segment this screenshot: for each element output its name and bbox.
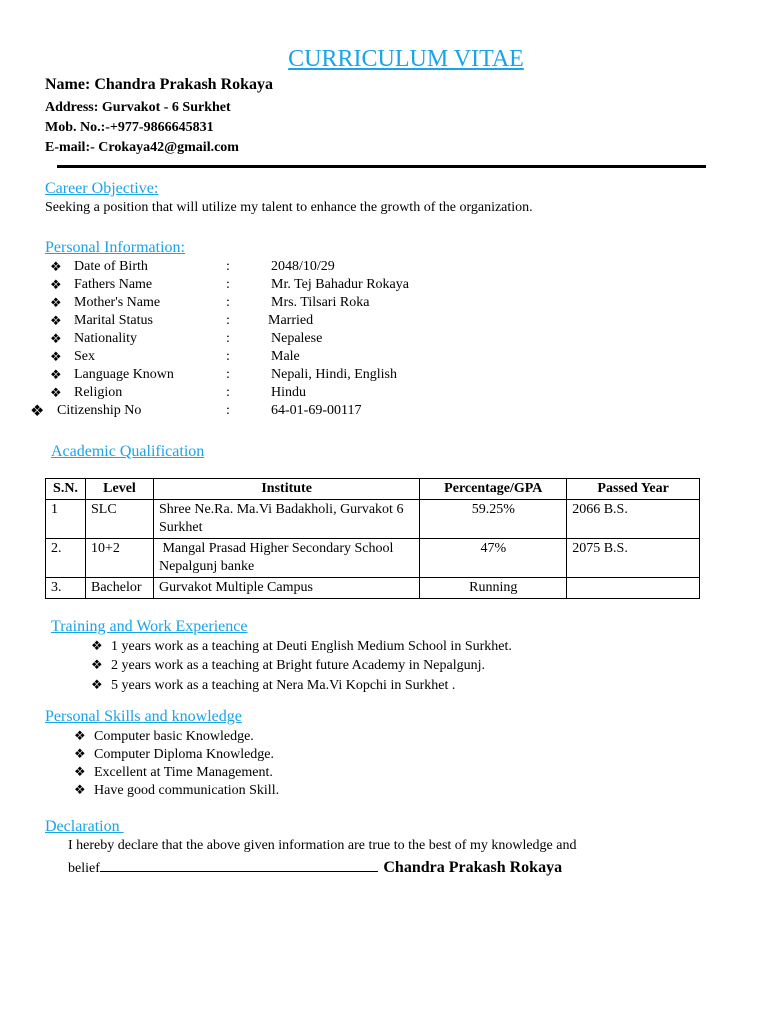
personal-info-value: Hindu [271, 385, 306, 400]
academic-qualification-heading: Academic Qualification [51, 443, 205, 460]
table-cell: SLC [85, 500, 153, 539]
personal-info-label: Fathers Name [74, 277, 153, 292]
table-cell: Gurvakot Multiple Campus [153, 578, 419, 599]
personal-info-value: Married [268, 313, 314, 328]
email-line: E-mail:- Crokaya42@gmail.com [45, 140, 239, 155]
table-cell: 2066 B.S. [567, 500, 700, 539]
bullet-icon: ❖ [74, 746, 86, 761]
table-cell: 2075 B.S. [567, 539, 700, 578]
list-item: ❖ Have good communication Skill. [74, 782, 280, 798]
table-cell: 47% [420, 539, 567, 578]
signature-name: Chandra Prakash Rokaya [383, 859, 563, 876]
bullet-icon: ❖ [50, 277, 62, 292]
personal-info-label: Sex [74, 349, 95, 364]
declaration-signature-line [68, 857, 562, 877]
address-line: Address: Gurvakot - 6 Surkhet [45, 100, 231, 115]
table-cell: 59.25% [420, 500, 567, 539]
bullet-icon: ❖ [91, 677, 103, 692]
personal-info-colon: : [226, 385, 230, 400]
personal-info-value: 2048/10/29 [271, 259, 335, 274]
personal-info-label: Citizenship No [57, 403, 142, 418]
table-row [46, 578, 700, 599]
skills-heading: Personal Skills and knowledge [45, 708, 242, 725]
list-item: ❖ 1 years work as a teaching at Deuti English Medium School in Surkhet. [91, 638, 512, 654]
table-row [46, 539, 700, 578]
bullet-icon: ❖ [74, 764, 86, 779]
list-item: ❖ 5 years work as a teaching at Nera Ma.Vi Kopchi in Surkhet . [91, 677, 456, 693]
document-title: CURRICULUM VITAE [288, 46, 524, 72]
column-header: S.N. [46, 479, 86, 500]
personal-info-value: Nepalese [271, 331, 323, 346]
personal-info-colon: : [226, 277, 230, 292]
bullet-icon: ❖ [50, 295, 62, 310]
list-item: ❖ 2 years work as a teaching at Bright future Academy in Nepalgunj. [91, 657, 485, 673]
declaration-text-end: belief [68, 861, 100, 876]
personal-info-label: Date of Birth [74, 259, 148, 274]
personal-info-label: Religion [74, 385, 123, 400]
personal-info-colon: : [226, 331, 230, 346]
career-objective-text: Seeking a position that will utilize my talent to enhance the growth of the organization. [45, 200, 533, 215]
table-cell: Shree Ne.Ra. Ma.Vi Badakholi, Gurvakot 6 Surkhet [153, 500, 419, 539]
bullet-icon: ❖ [74, 728, 86, 743]
personal-info-value: Male [271, 349, 300, 364]
personal-information-heading: Personal Information: [45, 239, 185, 256]
personal-info-colon: : [226, 295, 230, 310]
bullet-icon: ❖ [50, 349, 62, 364]
signature-underline [100, 857, 378, 872]
bullet-icon: ❖ [91, 657, 103, 672]
declaration-text: I hereby declare that the above given information are true to the best of my knowledge and [68, 838, 577, 853]
career-objective-heading: Career Objective: [45, 180, 159, 197]
list-item: ❖ Excellent at Time Management. [74, 764, 273, 780]
personal-info-label: Language Known [74, 367, 174, 382]
table-cell: Bachelor [85, 578, 153, 599]
bullet-icon: ❖ [91, 638, 103, 653]
table-cell: 2. [46, 539, 86, 578]
personal-info-label: Marital Status [74, 313, 153, 328]
personal-info-colon: : [226, 313, 230, 328]
table-cell: Running [420, 578, 567, 599]
personal-info-value: 64-01-69-00117 [271, 403, 362, 418]
personal-info-colon: : [226, 259, 230, 274]
list-item: ❖ Computer Diploma Knowledge. [74, 746, 275, 762]
column-header: Institute [153, 479, 419, 500]
personal-info-label: Nationality [74, 331, 137, 346]
column-header: Passed Year [567, 479, 700, 500]
declaration-heading: Declaration [45, 818, 124, 835]
table-cell: 10+2 [85, 539, 153, 578]
bullet-icon: ❖ [50, 313, 62, 328]
personal-info-value: Mrs. Tilsari Roka [271, 295, 370, 310]
bullet-icon: ❖ [50, 331, 62, 346]
personal-info-colon: : [226, 349, 230, 364]
bullet-icon: ❖ [74, 782, 86, 797]
personal-info-colon: : [226, 403, 230, 418]
bullet-icon: ❖ [50, 367, 62, 382]
applicant-name: Name: Chandra Prakash Rokaya [45, 76, 274, 93]
mobile-line: Mob. No.:-+977-9866645831 [45, 120, 214, 135]
bullet-icon: ❖ [50, 385, 62, 400]
list-item: ❖ Computer basic Knowledge. [74, 728, 254, 744]
table-row [46, 500, 700, 539]
personal-info-value: Mr. Tej Bahadur Rokaya [271, 277, 409, 292]
column-header: Percentage/GPA [420, 479, 567, 500]
personal-info-colon: : [226, 367, 230, 382]
academic-table-header [46, 479, 700, 500]
personal-info-label: Mother's Name [74, 295, 161, 310]
academic-table [45, 478, 700, 599]
table-cell: 3. [46, 578, 86, 599]
column-header: Level [85, 479, 153, 500]
training-heading: Training and Work Experience [51, 618, 248, 635]
table-cell: Mangal Prasad Higher Secondary School Nepalgunj banke [153, 539, 419, 578]
table-cell [567, 578, 700, 599]
header-divider [57, 165, 706, 168]
personal-info-value: Nepali, Hindi, English [271, 367, 397, 382]
bullet-icon: ❖ [30, 403, 45, 420]
bullet-icon: ❖ [50, 259, 62, 274]
table-cell: 1 [46, 500, 86, 539]
